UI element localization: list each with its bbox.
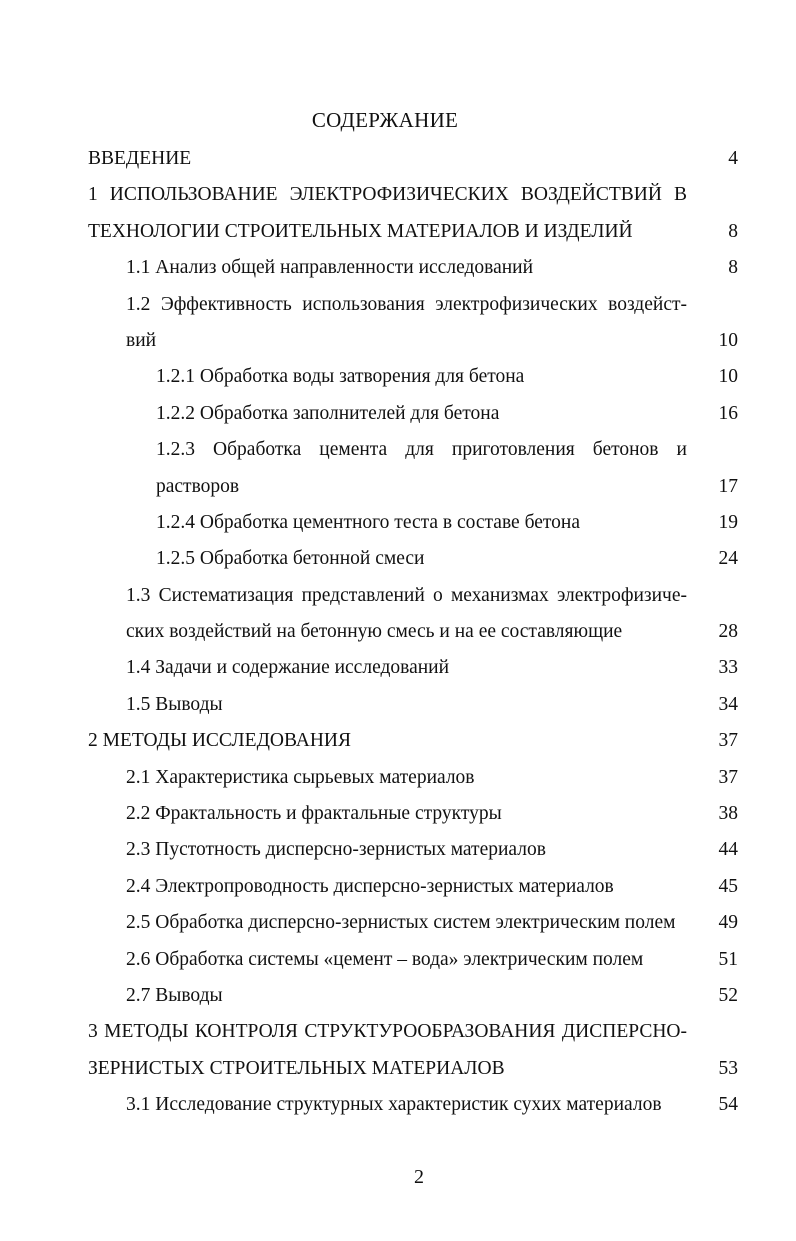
toc-entry-label: 1.2 Эффективность использования электрофизических воздейст- (126, 293, 687, 315)
toc-entry-label: вий (126, 329, 157, 351)
toc-page-number: 8 (728, 257, 738, 279)
toc-page-number: 10 (718, 329, 738, 351)
toc-entry-label: 3.1 Исследование структурных характеристик сухих материалов (126, 1094, 662, 1116)
toc-entry-introduction[interactable] (88, 141, 738, 177)
page-title: СОДЕРЖАНИЕ (311, 108, 459, 132)
toc-entry-label: 2.4 Электропроводность дисперсно-зернистых материалов (126, 875, 614, 897)
toc-entry-2-4[interactable] (88, 869, 738, 905)
toc-entry-label: растворов (156, 475, 240, 497)
toc-entry-chapter-3-cont[interactable] (88, 1051, 738, 1087)
toc-entry-2-5[interactable] (88, 905, 738, 941)
toc-entry-label: 1.1 Анализ общей направленности исследований (126, 257, 534, 279)
toc-entry-1-2-3-cont[interactable] (88, 469, 738, 505)
toc-page-number: 28 (718, 621, 738, 643)
toc-page-number: 34 (718, 693, 738, 715)
toc-page-number: 8 (728, 220, 738, 242)
toc-entry-1-5[interactable] (88, 687, 738, 723)
toc-entry-label: 1 ИСПОЛЬЗОВАНИЕ ЭЛЕКТРОФИЗИЧЕСКИХ ВОЗДЕЙСТВИЙ В (88, 184, 687, 206)
toc-entry-1-3[interactable] (88, 578, 738, 614)
toc-page-number: 33 (718, 657, 738, 679)
toc-page-number: 4 (728, 148, 738, 169)
toc-entry-1-2-1[interactable] (88, 359, 738, 395)
toc-entry-label: 1.2.1 Обработка воды затворения для бетона (156, 366, 525, 388)
toc-entry-2-6[interactable] (88, 942, 738, 978)
toc-entry-1-3-cont[interactable] (88, 614, 738, 650)
toc-entry-label: 1.2.5 Обработка бетонной смеси (156, 548, 425, 570)
toc-entry-chapter-3[interactable] (88, 1014, 738, 1050)
toc-entry-1-2[interactable] (88, 287, 738, 323)
toc-entry-label: 1.2.2 Обработка заполнителей для бетона (156, 402, 500, 424)
toc-page-number: 52 (718, 984, 738, 1006)
toc-entry-2-7[interactable] (88, 978, 738, 1014)
toc-entry-chapter-1[interactable] (88, 177, 738, 213)
toc-page-number: 10 (718, 366, 738, 388)
toc-entry-label: 3 МЕТОДЫ КОНТРОЛЯ СТРУКТУРООБРАЗОВАНИЯ ДИСПЕРСНО- (88, 1021, 687, 1043)
toc-entry-2-3[interactable] (88, 832, 738, 868)
toc-page-number: 16 (718, 402, 738, 424)
toc-entry-label: 2.7 Выводы (126, 984, 223, 1006)
toc-entry-label: ВВЕДЕНИЕ (88, 148, 192, 169)
toc-entry-1-4[interactable] (88, 650, 738, 686)
toc-page-number: 17 (718, 475, 738, 497)
toc-entry-label: 1.4 Задачи и содержание исследований (126, 657, 450, 679)
toc-page-number: 44 (718, 839, 738, 861)
table-of-contents (88, 141, 738, 1124)
page-number: 2 (414, 1166, 424, 1188)
toc-entry-label: ских воздействий на бетонную смесь и на ее составляющие (126, 621, 623, 643)
toc-entry-label: 2.3 Пустотность дисперсно-зернистых материалов (126, 839, 546, 861)
toc-entry-2-2[interactable] (88, 796, 738, 832)
toc-entry-label: 1.2.3 Обработка цемента для приготовления бетонов и (156, 439, 687, 461)
toc-entry-label: 1.2.4 Обработка цементного теста в составе бетона (156, 511, 580, 533)
toc-page-number: 37 (718, 730, 738, 752)
toc-entry-label: ТЕХНОЛОГИИ СТРОИТЕЛЬНЫХ МАТЕРИАЛОВ И ИЗДЕЛИЙ (88, 220, 633, 242)
toc-page-number: 53 (718, 1057, 738, 1079)
toc-entry-chapter-1-cont[interactable] (88, 214, 738, 250)
toc-entry-label: 2.2 Фрактальность и фрактальные структуры (126, 803, 502, 825)
toc-page-number: 49 (718, 912, 738, 934)
toc-page-number: 19 (718, 511, 738, 533)
toc-entry-label: 2.5 Обработка дисперсно-зернистых систем электрическим полем (126, 912, 676, 934)
toc-entry-label: ЗЕРНИСТЫХ СТРОИТЕЛЬНЫХ МАТЕРИАЛОВ (88, 1057, 505, 1079)
toc-entry-label: 2 МЕТОДЫ ИССЛЕДОВАНИЯ (88, 730, 351, 752)
toc-entry-1-2-4[interactable] (88, 505, 738, 541)
toc-entry-1-2-5[interactable] (88, 541, 738, 577)
toc-page-number: 24 (718, 548, 738, 570)
toc-entry-chapter-2[interactable] (88, 723, 738, 759)
toc-page-number: 51 (718, 948, 738, 970)
toc-entry-1-2-3[interactable] (88, 432, 738, 468)
toc-page-number: 54 (718, 1094, 738, 1116)
toc-entry-label: 1.3 Систематизация представлений о механизмах электрофизиче- (126, 584, 687, 606)
toc-entry-label: 1.5 Выводы (126, 693, 223, 715)
toc-page-number: 37 (718, 766, 738, 788)
toc-entry-1-1[interactable] (88, 250, 738, 286)
toc-entry-1-2-2[interactable] (88, 396, 738, 432)
toc-entry-3-1[interactable] (88, 1087, 738, 1123)
toc-page-number: 38 (718, 803, 738, 825)
toc-entry-2-1[interactable] (88, 760, 738, 796)
toc-entry-1-2-cont[interactable] (88, 323, 738, 359)
toc-page-number: 45 (718, 875, 738, 897)
toc-entry-label: 2.1 Характеристика сырьевых материалов (126, 766, 475, 788)
toc-entry-label: 2.6 Обработка системы «цемент – вода» электрическим полем (126, 948, 644, 970)
